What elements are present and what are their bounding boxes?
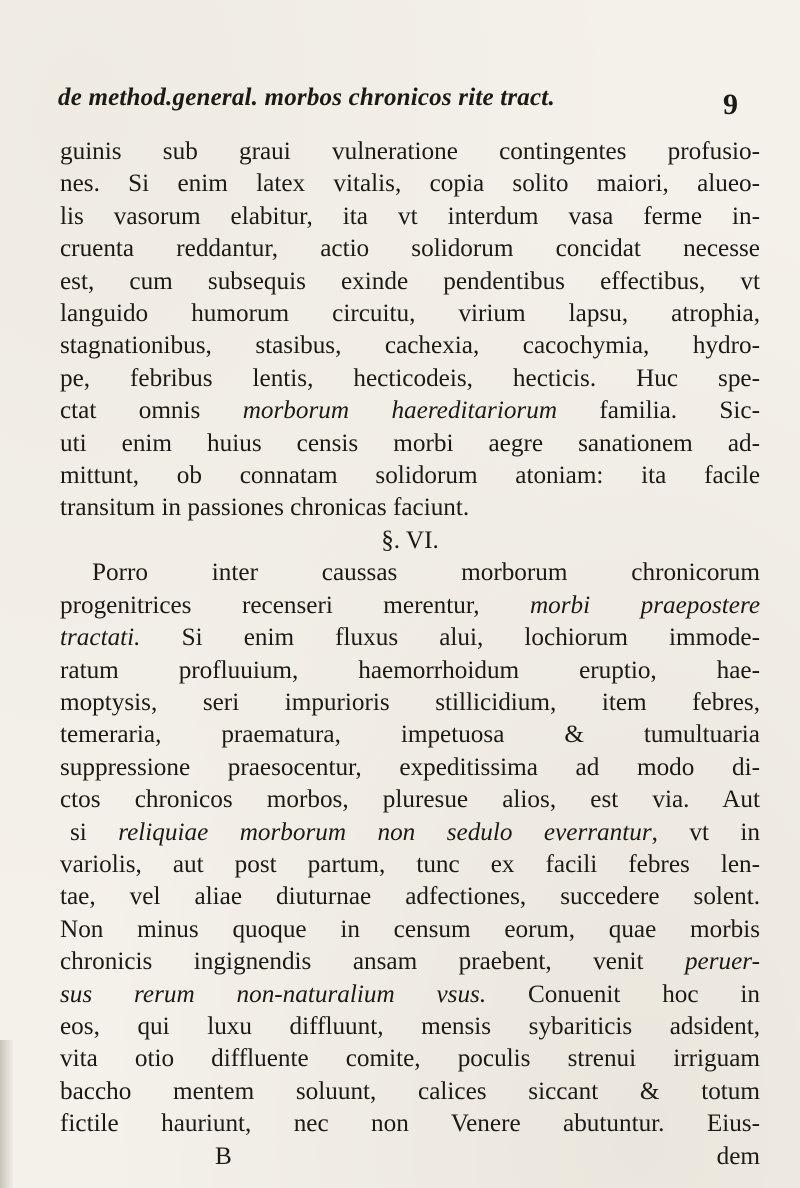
italic-phrase: tractati. (60, 624, 141, 652)
text-line (60, 817, 760, 849)
text-run: ctat omnis (60, 397, 243, 425)
text-line (60, 395, 760, 427)
italic-phrase: morborum haereditariorum (242, 397, 558, 425)
text-run: progenitrices recenseri merentur, (60, 591, 530, 619)
text-line: fictile hauriunt, nec non Venere abutuntur. Eius- (60, 1110, 760, 1138)
text-line: baccho mentem soluunt, calices siccant & totum (60, 1077, 760, 1105)
text-line: cruenta reddantur, actio solidorum concidat necesse (60, 235, 760, 263)
text-line: mittunt, ob connatam solidorum atoniam: ita facile (60, 462, 760, 490)
italic-phrase: sus rerum non-naturalium vsus. (60, 980, 487, 1008)
text-run: Conuenit hoc in (486, 980, 760, 1008)
text-line (60, 590, 760, 622)
text-line (60, 946, 760, 978)
text-line: temeraria, praematura, impetuosa & tumultuaria (60, 721, 760, 749)
text-line: vita otio diffluente comite, poculis strenui irriguam (60, 1045, 760, 1073)
text-line: Non minus quoque in censum eorum, quae morbis (60, 915, 760, 943)
text-line: languido humorum circuitu, virium lapsu, atrophia, (60, 300, 760, 328)
page-number: 9 (723, 88, 738, 121)
text-line: pe, febribus lentis, hecticodeis, hecticis. Huc spe- (60, 364, 760, 392)
running-head (58, 84, 738, 124)
catchword: dem (716, 1142, 760, 1170)
section-heading: §. VI. (381, 526, 439, 554)
signature-mark: B (215, 1142, 232, 1170)
italic-phrase: morbi praepostere (529, 591, 760, 619)
text-line: nes. Si enim latex vitalis, copia solito maiori, alueo- (60, 170, 760, 198)
text-line: uti enim huius censis morbi aegre sanationem ad- (60, 429, 760, 457)
text-run: chronicis ingignendis ansam praebent, venit (60, 948, 685, 976)
text-line: ctos chronicos morbos, pluresue alios, est via. Aut (60, 786, 760, 814)
text-line: Porro inter caussas morborum chronicorum (92, 559, 760, 587)
text-line: est, cum subsequis exinde pendentibus effectibus, vt (60, 267, 760, 295)
running-title: de method.general. morbos chronicos rite tract. (58, 84, 555, 111)
text-run: , vt in (651, 818, 761, 846)
text-line: stagnationibus, stasibus, cachexia, cacochymia, hydro- (60, 332, 760, 360)
body-text (60, 136, 760, 1173)
text-run: Si enim fluxus alui, lochiorum immode- (140, 624, 760, 652)
text-line: ratum profluuium, haemorrhoidum eruptio, hae- (60, 656, 760, 684)
text-line: lis vasorum elabitur, ita vt interdum vasa ferme in- (60, 202, 760, 230)
italic-phrase: peruer- (684, 948, 760, 976)
text-line: tae, vel aliae diuturnae adfectiones, succedere solent. (60, 883, 760, 911)
text-line (60, 622, 760, 654)
text-run: familia. Sic- (557, 397, 761, 425)
text-line: guinis sub graui vulneratione contingentes profusio- (60, 138, 760, 165)
page-edge-shadow (0, 1040, 14, 1188)
text-line (60, 979, 760, 1011)
text-line: eos, qui luxu diffluunt, mensis sybariticis adsident, (60, 1012, 760, 1040)
italic-phrase: reliquiae morborum non sedulo everrantur (118, 818, 652, 846)
text-run: si (70, 818, 119, 846)
text-line: transitum in passiones chronicas faciunt. (60, 494, 470, 522)
text-line: suppressione praesocentur, expeditissima ad modo di- (60, 753, 760, 781)
text-line: variolis, aut post partum, tunc ex facili febres len- (60, 850, 760, 878)
text-line: moptysis, seri impurioris stillicidium, item febres, (60, 688, 760, 716)
footer-line (60, 1141, 760, 1173)
